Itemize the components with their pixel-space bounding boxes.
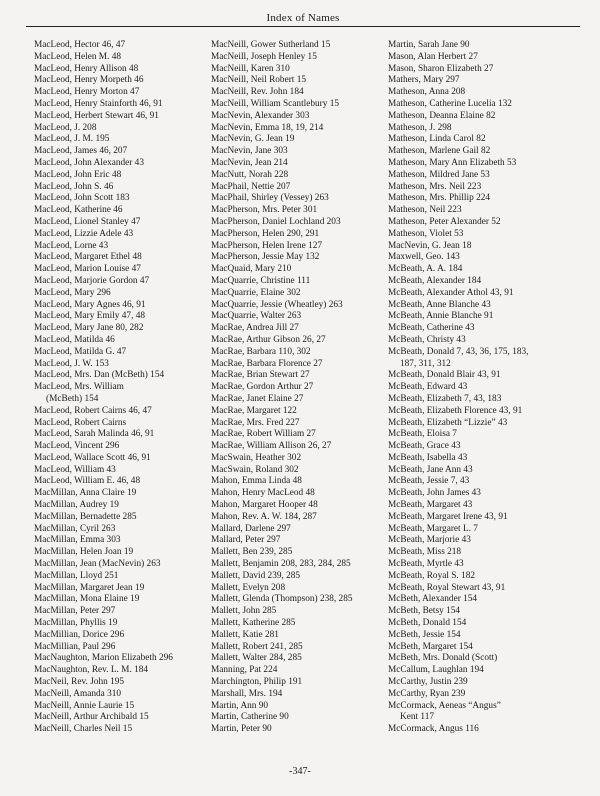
index-entry: MacLeod, James 46, 207 <box>34 146 128 157</box>
index-entry: Martin, Catherine 90 <box>211 712 289 723</box>
index-entry: Martin, Sarah Jane 90 <box>388 40 470 50</box>
index-entry: Matheson, Mrs. Phillip 224 <box>388 193 491 204</box>
index-entry: MacLeod, Mary 296 <box>34 287 111 298</box>
index-entry: MacLeod, Wallace Scott 46, 91 <box>34 452 151 463</box>
index-entry: McBeath, Jessie 7, 43 <box>388 476 470 487</box>
index-entry: McBeath, Royal S. 182 <box>388 570 476 581</box>
index-entry: MacLeod, Mary Jane 80, 282 <box>34 323 144 334</box>
index-entry: MacPherson, Jessie May 132 <box>211 252 320 263</box>
index-entry: McCallum, Laughlan 194 <box>388 665 484 676</box>
index-entry: MacLeod, Henry Stainforth 46, 91 <box>34 98 163 109</box>
index-entry: MacLeod, J. M. 195 <box>34 134 110 145</box>
index-entry: MacNevin, G. Jean 18 <box>388 240 472 251</box>
index-entry: MacNeill, Neil Robert 15 <box>211 75 307 86</box>
index-entry: Matheson, Violet 53 <box>388 228 464 239</box>
index-entry: MacPherson, Daniel Lochland 203 <box>211 216 341 227</box>
index-entry: MacQuarrie, Elaine 302 <box>211 287 301 298</box>
index-entry: Matheson, Anna 208 <box>388 87 466 98</box>
index-entry: McBeath, Isabella 43 <box>388 452 468 463</box>
index-entry: MacMillan, Jean (MacNevin) 263 <box>34 559 161 570</box>
index-entry: MacQuarrie, Jessie (Wheatley) 263 <box>211 299 343 310</box>
index-entry: MacMillan, Anna Claire 19 <box>34 488 137 499</box>
index-entry: MacNutt, Norah 228 <box>211 169 289 180</box>
index-entry: MacSwain, Roland 302 <box>211 464 299 475</box>
index-entry: McBeath, Marjorie 43 <box>388 535 471 546</box>
index-entry: MacNeill, Amanda 310 <box>34 688 122 699</box>
index-entry: MacNeill, Gower Sutherland 15 <box>211 40 331 50</box>
index-entry: McCormack, Aeneas “Angus” <box>388 700 501 711</box>
index-column-3 <box>388 40 580 736</box>
index-entry: Matheson, Catherine Lucelia 132 <box>388 98 512 109</box>
index-entry: MacLeod, Margaret Ethel 48 <box>34 252 142 263</box>
index-entry: McBeath, Jane Ann 43 <box>388 464 473 475</box>
index-entry: MacNaughton, Rev. L. M. 184 <box>34 665 149 676</box>
index-entry: MacRae, Barbara 110, 302 <box>211 346 311 357</box>
index-entry: Mahon, Henry MacLeod 48 <box>211 488 315 499</box>
index-entry: MacLeod, Lorne 43 <box>34 240 109 251</box>
index-entry: McBeath, Anne Blanche 43 <box>388 299 491 310</box>
index-entry: McBeath, Grace 43 <box>388 441 461 452</box>
index-entry: Matheson, Mary Ann Elizabeth 53 <box>388 157 517 168</box>
index-entry: MacLeod, John S. 46 <box>34 181 114 192</box>
index-entry: MacQuaid, Mary 210 <box>211 264 292 275</box>
index-entry: MacNevin, Jean 214 <box>211 157 288 168</box>
index-entry: MacNeil, Rev. John 195 <box>34 677 125 688</box>
index-entry: Mallett, Glenda (Thompson) 238, 285 <box>211 594 353 605</box>
index-entry: Kent 117 <box>400 712 434 723</box>
index-entry: MacLeod, Robert Cairns <box>34 417 127 428</box>
index-column-2 <box>211 40 383 736</box>
index-entry: MacMillian, Paul 296 <box>34 641 116 652</box>
index-entry: McBeth, Betsy 154 <box>388 606 461 617</box>
index-entry: McBeath, A. A. 184 <box>388 264 463 275</box>
index-entry: Matheson, Linda Carol 82 <box>388 134 486 145</box>
index-entry: MacLeod, Mary Emily 47, 48 <box>34 311 146 322</box>
page-header-title: Index of Names <box>266 12 340 24</box>
index-entry: Mason, Alan Herbert 27 <box>388 51 478 62</box>
index-entry: MacLeod, John Alexander 43 <box>34 157 144 168</box>
index-entry: MacLeod, John Eric 48 <box>34 169 122 180</box>
index-entry: McBeath, Elizabeth 7, 43, 183 <box>388 393 502 404</box>
index-entry: MacLeod, Marjorie Gordon 47 <box>34 275 150 286</box>
index-entry: McBeath, Elizabeth Florence 43, 91 <box>388 405 523 416</box>
index-entry: MacRae, Margaret 122 <box>211 405 297 416</box>
index-entry: Marshall, Mrs. 194 <box>211 688 283 699</box>
index-entry: MacLeod, Herbert Stewart 46, 91 <box>34 110 159 121</box>
index-entry: McBeth, Margaret 154 <box>388 641 473 652</box>
index-entry: Manning, Pat 224 <box>211 665 278 676</box>
index-entry: McBeth, Alexander 154 <box>388 594 478 605</box>
index-entry: McCarthy, Justin 239 <box>388 677 468 688</box>
index-entry: McBeath, John James 43 <box>388 488 481 499</box>
index-entry: MacRae, Gordon Arthur 27 <box>211 382 314 393</box>
index-entry: McBeath, Annie Blanche 91 <box>388 311 494 322</box>
index-entry: MacPhail, Nettie 207 <box>211 181 291 192</box>
index-entry: MacRae, Robert William 27 <box>211 429 316 440</box>
index-entry: Mallett, Walter 284, 285 <box>211 653 302 664</box>
index-entry: McBeath, Christy 43 <box>388 334 466 345</box>
index-entry: McBeath, Margaret Irene 43, 91 <box>388 511 508 522</box>
index-entry: MacLeod, Robert Cairns 46, 47 <box>34 405 152 416</box>
index-entry: MacPherson, Mrs. Peter 301 <box>211 205 318 216</box>
index-entry: McBeath, Myrtle 43 <box>388 559 464 570</box>
index-entry: MacMillan, Helen Joan 19 <box>34 547 134 558</box>
index-entry: MacSwain, Heather 302 <box>211 452 302 463</box>
index-entry: Mallard, Darlene 297 <box>211 523 291 534</box>
index-entry: MacLeod, Lizzie Adele 43 <box>34 228 134 239</box>
index-entry: MacRae, Janet Elaine 27 <box>211 393 304 404</box>
index-entry: McBeath, Royal Stewart 43, 91 <box>388 582 506 593</box>
index-entry: Maxwell, Geo. 143 <box>388 252 460 263</box>
index-entry: Mallett, Benjamin 208, 283, 284, 285 <box>211 559 351 570</box>
index-entry: MacNeill, Arthur Archibald 15 <box>34 712 149 723</box>
index-entry: MacNeill, Joseph Henley 15 <box>211 51 317 62</box>
index-entry: MacLeod, Mrs. Dan (McBeth) 154 <box>34 370 165 381</box>
index-entry: McBeath, Elizabeth “Lizzie” 43 <box>388 417 508 428</box>
index-entry: MacNaughton, Marion Elizabeth 296 <box>34 653 173 664</box>
index-entry: Mahon, Emma Linda 48 <box>211 476 302 487</box>
index-entry: MacRae, Andrea Jill 27 <box>211 323 299 334</box>
index-entry: MacNeill, Annie Laurie 15 <box>34 700 135 711</box>
index-entry: MacLeod, J. 208 <box>34 122 97 133</box>
index-entry: MacLeod, Matilda G. 47 <box>34 346 127 357</box>
index-entry: Mallett, Evelyn 208 <box>211 582 286 593</box>
index-entry: (McBeth) 154 <box>46 393 99 404</box>
index-entry: Martin, Peter 90 <box>211 724 272 735</box>
index-entry: Mallett, Robert 241, 285 <box>211 641 303 652</box>
index-entry: MacLeod, Matilda 46 <box>34 334 115 345</box>
index-entry: MacLeod, Helen M. 48 <box>34 51 122 62</box>
index-entry: Mallett, Katherine 285 <box>211 618 296 629</box>
index-entry: MacMillan, Mona Elaine 19 <box>34 594 140 605</box>
header-rule <box>26 26 580 27</box>
index-entry: Mallett, Katie 281 <box>211 629 279 640</box>
index-entry: MacLeod, Henry Morpeth 46 <box>34 75 144 86</box>
index-entry: McBeath, Catherine 43 <box>388 323 475 334</box>
index-entry: MacLeod, Mrs. William <box>34 382 124 393</box>
index-column-1 <box>34 40 206 736</box>
index-entry: Matheson, Mrs. Neil 223 <box>388 181 482 192</box>
index-entry: MacMillan, Phyllis 19 <box>34 618 118 629</box>
index-entry: MacMillan, Bernadette 285 <box>34 511 137 522</box>
index-entry: MacMillan, Audrey 19 <box>34 500 119 511</box>
index-entry: MacMillan, Cyril 263 <box>34 523 116 534</box>
index-entry: MacLeod, J. W. 153 <box>34 358 109 369</box>
index-entry: McBeth, Donald 154 <box>388 618 467 629</box>
index-entry: MacMillan, Lloyd 251 <box>34 570 119 581</box>
index-entry: Mahon, Rev. A. W. 184, 287 <box>211 511 317 522</box>
index-entry: Mallett, John 285 <box>211 606 277 617</box>
index-entry: MacPhail, Shirley (Vessey) 263 <box>211 193 329 204</box>
index-entry: MacNevin, Jane 303 <box>211 146 288 157</box>
index-entry: MacMillan, Margaret Jean 19 <box>34 582 145 593</box>
index-entry: Matheson, Mildred Jane 53 <box>388 169 490 180</box>
index-entry: McBeath, Miss 218 <box>388 547 462 558</box>
index-entry: Mason, Sharon Elizabeth 27 <box>388 63 494 74</box>
index-entry: Marchington, Philip 191 <box>211 677 303 688</box>
index-entry: MacMillan, Emma 303 <box>34 535 121 546</box>
index-entry: McBeath, Margaret 43 <box>388 500 473 511</box>
index-entry: McBeath, Alexander 184 <box>388 275 482 286</box>
index-entry: MacNevin, Alexander 303 <box>211 110 310 121</box>
index-entry: Mahon, Margaret Hooper 48 <box>211 500 318 511</box>
index-entry: MacMillan, Peter 297 <box>34 606 116 617</box>
index-entry: MacRae, Mrs. Fred 227 <box>211 417 300 428</box>
index-entry: MacLeod, Henry Morton 47 <box>34 87 140 98</box>
index-entry: MacRae, Barbara Florence 27 <box>211 358 323 369</box>
index-entry: McBeath, Alexander Athol 43, 91 <box>388 287 514 298</box>
index-entry: MacPherson, Helen 290, 291 <box>211 228 320 239</box>
index-entry: McBeath, Eloisa 7 <box>388 429 457 440</box>
index-entry: McBeth, Jessie 154 <box>388 629 461 640</box>
page-number: -347- <box>289 766 311 777</box>
index-entry: Martin, Ann 90 <box>211 700 269 711</box>
index-entry: McBeath, Donald Blair 43, 91 <box>388 370 501 381</box>
index-entry: MacLeod, Hector 46, 47 <box>34 40 126 50</box>
index-entry: MacNevin, Emma 18, 19, 214 <box>211 122 324 133</box>
index-entry: MacNeill, William Scantlebury 15 <box>211 98 340 109</box>
index-entry: MacNeill, Karen 310 <box>211 63 290 74</box>
index-entry: McBeath, Donald 7, 43, 36, 175, 183, <box>388 346 529 357</box>
index-entry: Matheson, Deanna Elaine 82 <box>388 110 496 121</box>
index-entry: MacLeod, Henry Allison 48 <box>34 63 139 74</box>
index-entry: Mallard, Peter 297 <box>211 535 281 546</box>
index-entry: McCormack, Angus 116 <box>388 724 479 735</box>
index-entry: MacNeill, Charles Neil 15 <box>34 724 133 735</box>
index-entry: MacPherson, Helen Irene 127 <box>211 240 323 251</box>
index-entry: MacLeod, Vincent 296 <box>34 441 120 452</box>
index-entry: MacNevin, G. Jean 19 <box>211 134 295 145</box>
index-entry: Matheson, Neil 223 <box>388 205 462 216</box>
index-entry: MacLeod, Mary Agnes 46, 91 <box>34 299 146 310</box>
index-entry: MacQuarrie, Walter 263 <box>211 311 302 322</box>
index-entry: 187, 311, 312 <box>400 358 451 369</box>
index-entry: MacMillian, Dorice 296 <box>34 629 125 640</box>
index-entry: MacLeod, John Scott 183 <box>34 193 130 204</box>
index-entry: McBeth, Mrs. Donald (Scott) <box>388 653 498 664</box>
index-entry: MacLeod, William E. 46, 48 <box>34 476 141 487</box>
index-entry: Mallett, Ben 239, 285 <box>211 547 293 558</box>
index-entry: Mathers, Mary 297 <box>388 75 460 86</box>
index-entry: MacLeod, Lionel Stanley 47 <box>34 216 141 227</box>
index-entry: MacLeod, Marion Louise 47 <box>34 264 141 275</box>
index-entry: Matheson, Peter Alexander 52 <box>388 216 501 227</box>
index-entry: Mallett, David 239, 285 <box>211 570 301 581</box>
index-entry: McCarthy, Ryan 239 <box>388 688 466 699</box>
index-entry: MacLeod, Sarah Malinda 46, 91 <box>34 429 155 440</box>
index-entry: MacNeill, Rev. John 184 <box>211 87 304 98</box>
index-entry: Matheson, Marlene Gail 82 <box>388 146 491 157</box>
index-entry: MacLeod, Katherine 46 <box>34 205 123 216</box>
index-entry: MacRae, William Allison 26, 27 <box>211 441 332 452</box>
index-entry: McBeath, Margaret L. 7 <box>388 523 478 534</box>
index-entry: MacRae, Arthur Gibson 26, 27 <box>211 334 326 345</box>
index-entry: McBeath, Edward 43 <box>388 382 468 393</box>
index-entry: MacRae, Brian Stewart 27 <box>211 370 310 381</box>
index-entry: MacQuarrie, Christine 111 <box>211 275 311 286</box>
index-entry: MacLeod, William 43 <box>34 464 116 475</box>
index-entry: Matheson, J. 298 <box>388 122 452 133</box>
